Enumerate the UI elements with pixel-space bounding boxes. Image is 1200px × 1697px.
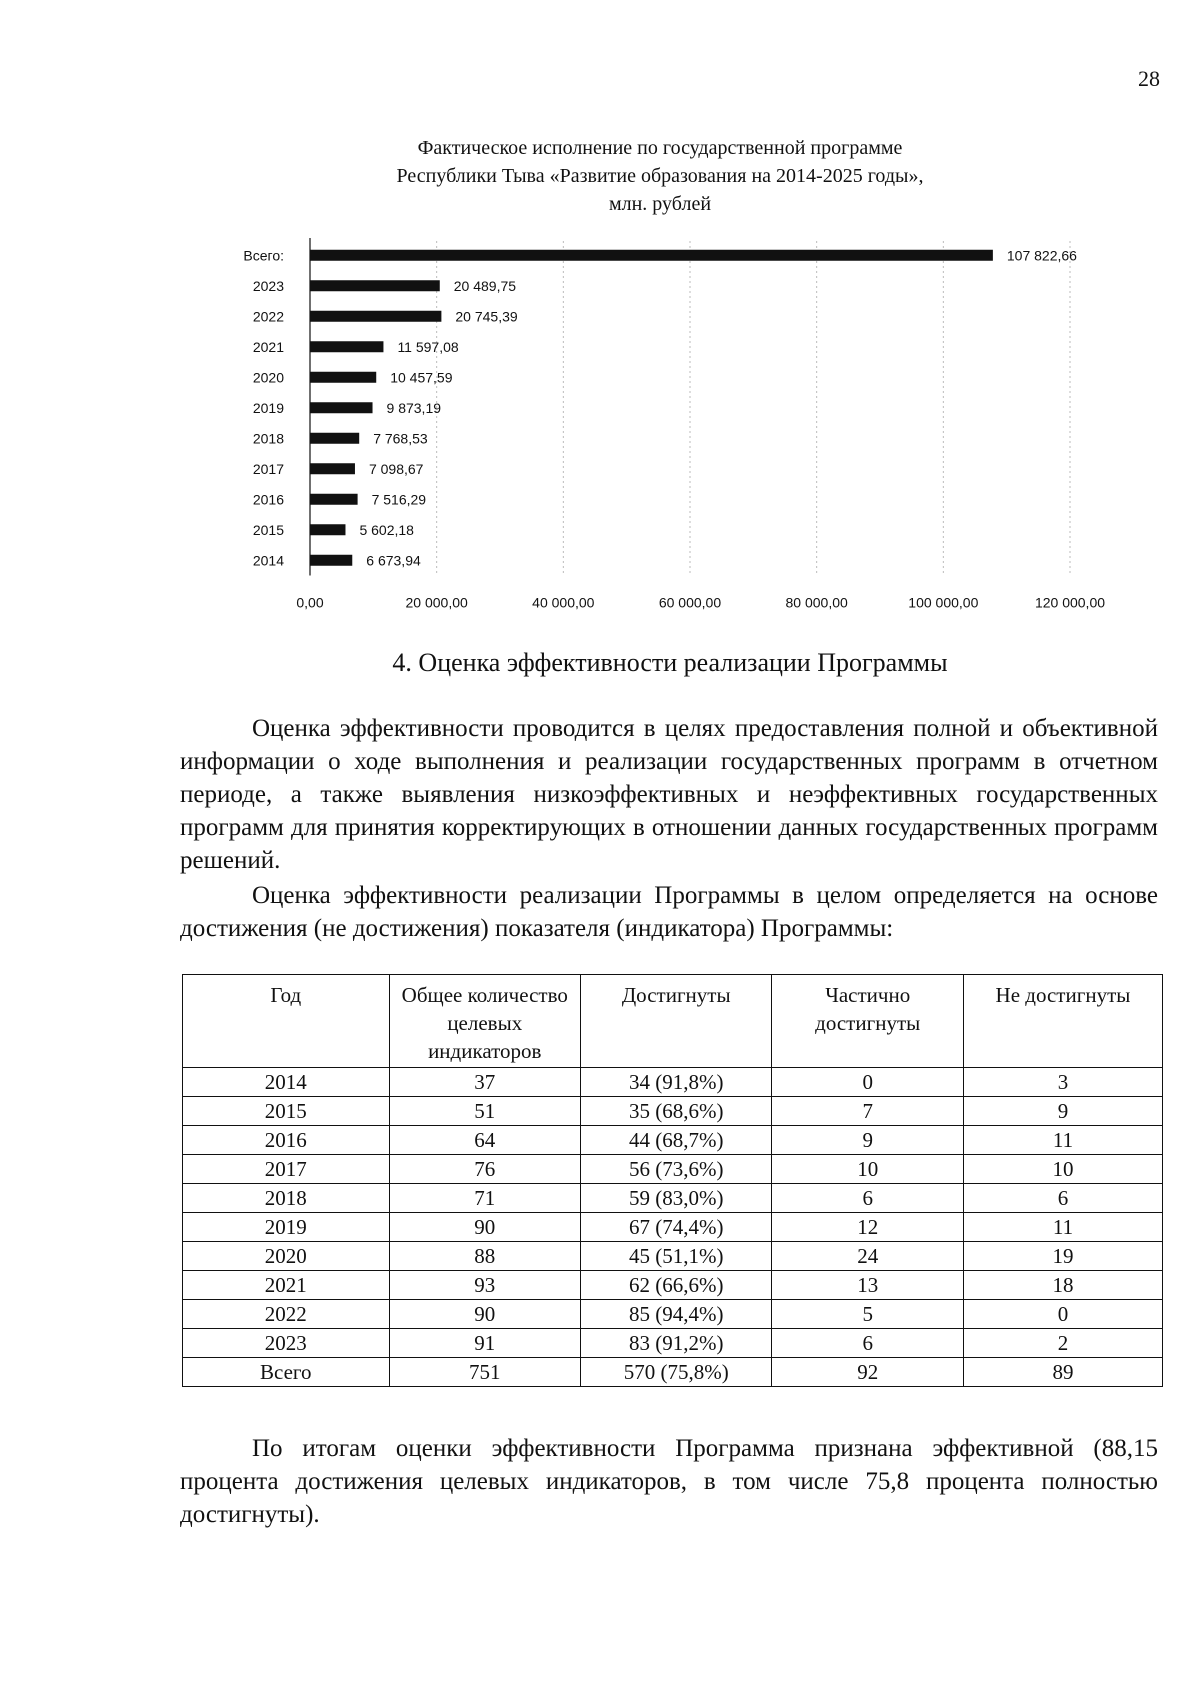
cell-partial: 7 <box>772 1097 963 1126</box>
cell-achieved: 35 (68,6%) <box>581 1097 772 1126</box>
paragraph-efficiency-basis: Оценка эффективности реализации Программы в целом определяется на основе достижения (не достижения) показателя (индикатора) Программы: <box>180 882 1158 942</box>
cell-year: 2015 <box>183 1097 390 1126</box>
category-label: 2016 <box>252 491 284 508</box>
category-label: 2017 <box>252 460 284 477</box>
category-label: 2023 <box>252 277 284 294</box>
cell-partial: 24 <box>772 1242 963 1271</box>
table-row <box>183 1358 1163 1387</box>
value-label: 7 768,53 <box>373 430 428 447</box>
cell-achieved: 67 (74,4%) <box>581 1213 772 1242</box>
bar <box>310 280 440 291</box>
paragraph-conclusion: По итогам оценки эффективности Программа признана эффективной (88,15 процента достижения целевых индикаторов, в том числе 75,8 процента полностью достигнуты). <box>180 1435 1158 1528</box>
cell-year: 2022 <box>183 1300 390 1329</box>
bar <box>310 524 345 535</box>
cell-not-achieved: 11 <box>963 1126 1162 1155</box>
cell-partial: 12 <box>772 1213 963 1242</box>
cell-total: 51 <box>389 1097 580 1126</box>
table-row <box>183 1097 1163 1126</box>
x-tick-label: 100 000,00 <box>908 594 979 611</box>
cell-year: 2014 <box>183 1068 390 1097</box>
cell-total: 37 <box>389 1068 580 1097</box>
value-label: 5 602,18 <box>359 521 414 538</box>
cell-total: 751 <box>389 1358 580 1387</box>
cell-achieved: 59 (83,0%) <box>581 1184 772 1213</box>
value-label: 6 673,94 <box>366 552 421 569</box>
category-label: 2014 <box>252 552 284 569</box>
cell-total: 64 <box>389 1126 580 1155</box>
cell-year: 2016 <box>183 1126 390 1155</box>
chart-labels <box>243 247 1105 610</box>
value-label: 10 457,59 <box>390 369 453 386</box>
chart-title <box>300 134 1020 218</box>
bar <box>310 433 359 444</box>
x-tick-label: 20 000,00 <box>405 594 468 611</box>
bar <box>310 372 376 383</box>
cell-not-achieved: 9 <box>963 1097 1162 1126</box>
value-label: 20 745,39 <box>455 308 518 325</box>
category-label: 2022 <box>252 308 284 325</box>
cell-not-achieved: 0 <box>963 1300 1162 1329</box>
bar <box>310 341 383 352</box>
value-label: 20 489,75 <box>453 277 517 294</box>
cell-partial: 10 <box>772 1155 963 1184</box>
cell-partial: 6 <box>772 1184 963 1213</box>
cell-partial: 0 <box>772 1068 963 1097</box>
value-label: 7 098,67 <box>368 460 424 477</box>
cell-achieved: 56 (73,6%) <box>581 1155 772 1184</box>
cell-total: 76 <box>389 1155 580 1184</box>
bar <box>310 250 993 261</box>
category-label: 2021 <box>252 338 284 355</box>
chart-title-line-2: Республики Тыва «Развитие образования на 2014-2025 годы», <box>396 165 924 187</box>
x-tick-label: 40 000,00 <box>532 594 595 611</box>
cell-year: 2020 <box>183 1242 390 1271</box>
bar <box>310 463 355 474</box>
x-tick-label: 60 000,00 <box>658 594 722 611</box>
x-tick-label: 80 000,00 <box>785 594 848 611</box>
page-number: 28 <box>1138 66 1160 91</box>
table-row <box>183 1155 1163 1184</box>
cell-year: 2017 <box>183 1155 390 1184</box>
cell-not-achieved: 11 <box>963 1213 1162 1242</box>
cell-partial: 6 <box>772 1329 963 1358</box>
expenditure-bar-chart <box>210 238 1110 618</box>
cell-year: 2019 <box>183 1213 390 1242</box>
value-label: 9 873,19 <box>386 399 442 416</box>
bar <box>310 402 373 413</box>
indicators-table <box>182 974 1163 1387</box>
category-label: 2018 <box>252 430 284 447</box>
cell-partial: 92 <box>772 1358 963 1387</box>
header-achieved: Достигнуты <box>581 975 772 1068</box>
cell-year: 2023 <box>183 1329 390 1358</box>
table-row <box>183 1213 1163 1242</box>
table-row <box>183 1300 1163 1329</box>
header-not-achieved: Не достигнуты <box>963 975 1162 1068</box>
cell-not-achieved: 10 <box>963 1155 1162 1184</box>
cell-partial: 13 <box>772 1271 963 1300</box>
value-label: 107 822,66 <box>1006 247 1077 264</box>
chart-title-line-3: млн. рублей <box>608 193 712 215</box>
cell-total: 91 <box>389 1329 580 1358</box>
cell-year: 2018 <box>183 1184 390 1213</box>
cell-total: 93 <box>389 1271 580 1300</box>
category-label: 2015 <box>252 521 284 538</box>
table-header-row <box>183 975 1163 1068</box>
cell-total: 90 <box>389 1213 580 1242</box>
category-label: 2020 <box>252 369 284 386</box>
header-partially-achieved: Частично достигнуты <box>772 975 963 1068</box>
cell-achieved: 83 (91,2%) <box>581 1329 772 1358</box>
category-label: 2019 <box>252 399 284 416</box>
header-total-indicators: Общее количество целевых индикаторов <box>389 975 580 1068</box>
table-row <box>183 1068 1163 1097</box>
cell-not-achieved: 3 <box>963 1068 1162 1097</box>
cell-total: 71 <box>389 1184 580 1213</box>
table-row <box>183 1242 1163 1271</box>
bar <box>310 494 358 505</box>
table-body <box>183 1068 1163 1387</box>
category-label: Всего: <box>243 247 284 264</box>
cell-total: 88 <box>389 1242 580 1271</box>
bar <box>310 555 352 566</box>
section-heading: 4. Оценка эффективности реализации Программы <box>392 648 948 677</box>
table-row <box>183 1126 1163 1155</box>
cell-not-achieved: 89 <box>963 1358 1162 1387</box>
cell-total: 90 <box>389 1300 580 1329</box>
cell-not-achieved: 19 <box>963 1242 1162 1271</box>
cell-achieved: 44 (68,7%) <box>581 1126 772 1155</box>
cell-year: 2021 <box>183 1271 390 1300</box>
cell-year: Всего <box>183 1358 390 1387</box>
cell-achieved: 62 (66,6%) <box>581 1271 772 1300</box>
value-label: 11 597,08 <box>397 338 459 355</box>
cell-not-achieved: 18 <box>963 1271 1162 1300</box>
cell-achieved: 34 (91,8%) <box>581 1068 772 1097</box>
cell-not-achieved: 6 <box>963 1184 1162 1213</box>
cell-achieved: 45 (51,1%) <box>581 1242 772 1271</box>
cell-achieved: 570 (75,8%) <box>581 1358 772 1387</box>
x-tick-label: 120 000,00 <box>1034 594 1106 611</box>
paragraph-efficiency-purpose: Оценка эффективности проводится в целях предоставления полной и объективной информации о ходе выполнения и реализации государственных программ в отчетном периоде, а также выявления низкоэффективных и неэффективных государственных программ для принятия корректирующих в отношении данных государственных программ решений. <box>180 715 1158 874</box>
table-row <box>183 1329 1163 1358</box>
table-row <box>183 1184 1163 1213</box>
cell-not-achieved: 2 <box>963 1329 1162 1358</box>
cell-partial: 9 <box>772 1126 963 1155</box>
x-tick-label: 0,00 <box>296 594 324 611</box>
cell-partial: 5 <box>772 1300 963 1329</box>
chart-title-line-1: Фактическое исполнение по государственной программе <box>417 137 903 159</box>
value-label: 7 516,29 <box>371 491 427 508</box>
table-row <box>183 1271 1163 1300</box>
bar <box>310 311 441 322</box>
header-year: Год <box>183 975 390 1068</box>
cell-achieved: 85 (94,4%) <box>581 1300 772 1329</box>
